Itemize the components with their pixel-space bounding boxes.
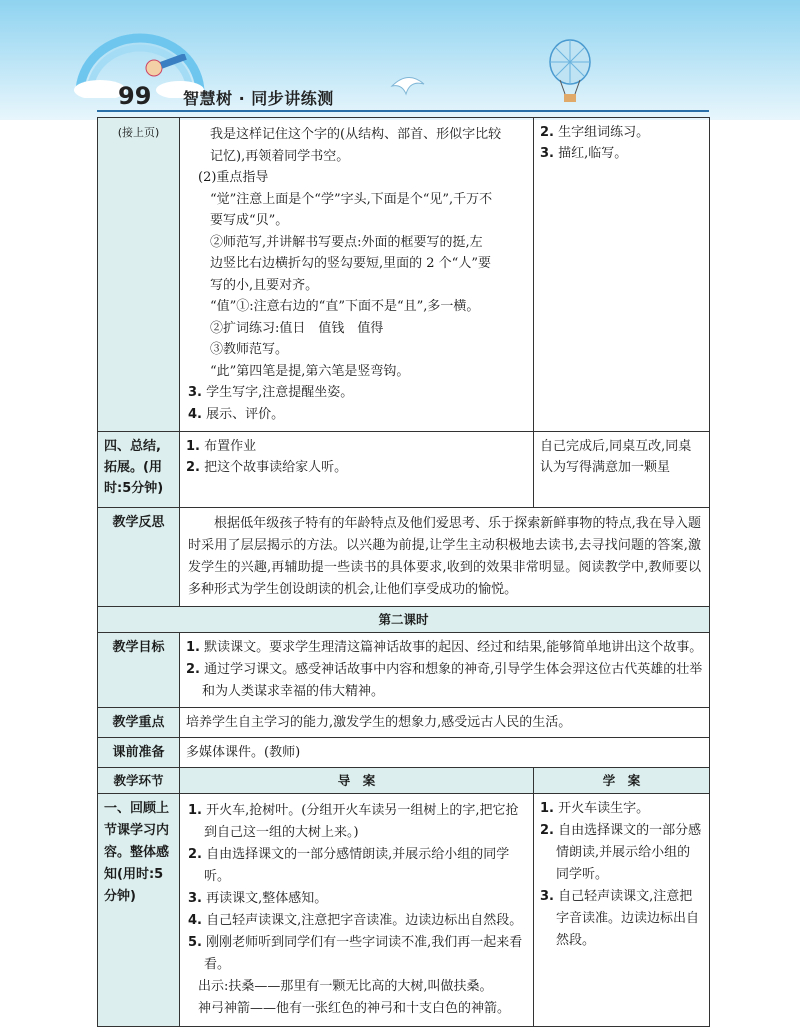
row-label: 一、回顾上节课学习内容。整体感知(用时:5分钟) bbox=[98, 794, 180, 1027]
item-text: 把这个故事读给家人听。 bbox=[204, 460, 348, 475]
review-row bbox=[98, 794, 710, 1027]
guide-item bbox=[188, 888, 525, 910]
item-number: 3. bbox=[188, 891, 202, 906]
row-label: 四、总结,拓展。(用时:5分钟) bbox=[98, 432, 180, 508]
lesson-plan-table bbox=[97, 117, 710, 1027]
study-item bbox=[540, 798, 703, 820]
item-number: 4. bbox=[188, 913, 202, 928]
item-text: 通过学习课文。感受神话故事中内容和想象的神奇,引导学生体会羿这位古代英雄的壮举和为人类谋求幸福的伟大精神。 bbox=[202, 662, 703, 699]
hot-air-balloon-icon bbox=[545, 38, 595, 104]
row-label: 课前准备 bbox=[98, 738, 180, 768]
section-band bbox=[98, 607, 710, 633]
study-item bbox=[540, 122, 703, 143]
goal-item bbox=[186, 637, 703, 659]
guide-cell bbox=[180, 432, 534, 508]
guide-item bbox=[188, 932, 525, 976]
guide-item bbox=[188, 382, 525, 404]
row-label: 教学目标 bbox=[98, 633, 180, 708]
kid-with-telescope-icon bbox=[140, 54, 200, 84]
guide-line: 写的小,且要对齐。 bbox=[210, 277, 319, 293]
guide-line: 要写成“贝”。 bbox=[210, 213, 289, 228]
guide-line: “此”第四笔是提,第六笔是竖弯钩。 bbox=[210, 363, 410, 379]
guide-item bbox=[188, 844, 525, 888]
prep-text: 多媒体课件。(教师) bbox=[180, 738, 710, 768]
guide-item bbox=[188, 800, 525, 844]
row-label: 教学反思 bbox=[98, 508, 180, 607]
reflection-text: 根据低年级孩子特有的年龄特点及他们爱思考、乐于探索新鲜事物的特点,我在导入题时采用了层层揭示的方法。以兴趣为前提,让学生主动积极地去读书,去寻找问题的答案,激发学生的兴趣,再辅助提一些读书的具体要求,收到的效果非常明显。阅读教学中,教师要以多种形式为学生创设朗读的机会,让他们享受成功的愉悦。 bbox=[180, 508, 710, 607]
study-item bbox=[540, 886, 703, 952]
guide-line: “值”①:注意右边的“直”下面不是“且”,多一横。 bbox=[210, 299, 480, 314]
item-text: 开火车读生字。 bbox=[558, 801, 650, 816]
guide-line: 记忆),再领着同学书空。 bbox=[210, 148, 350, 164]
study-cell bbox=[534, 118, 710, 432]
guide-line: 边竖比右边横折勾的竖勾要短,里面的 2 个“人”要 bbox=[210, 256, 491, 271]
item-text: 刚刚老师听到同学们有一些字词读不准,我们再一起来看看。 bbox=[204, 935, 523, 972]
reflection-row bbox=[98, 508, 710, 607]
goals-row bbox=[98, 633, 710, 708]
item-number: 2. bbox=[188, 847, 202, 862]
focus-row bbox=[98, 708, 710, 738]
item-text: 描红,临写。 bbox=[558, 146, 628, 161]
guide-line: ②师范写,并讲解书写要点:外面的框要写的挺,左 bbox=[210, 234, 483, 250]
focus-text: 培养学生自主学习的能力,激发学生的想象力,感受远古人民的生活。 bbox=[180, 708, 710, 738]
row-label: 教学重点 bbox=[98, 708, 180, 738]
column-header: 学 案 bbox=[534, 768, 710, 794]
item-number: 1. bbox=[540, 801, 554, 816]
guide-item bbox=[186, 436, 527, 457]
guide-line: 出示:扶桑——那里有一颗无比高的大树,叫做扶桑。 bbox=[198, 979, 493, 994]
item-text: 自由选择课文的一部分感情朗读,并展示给小组的同学听。 bbox=[556, 823, 702, 882]
guide-line: ③教师范写。 bbox=[210, 342, 289, 357]
column-header-row bbox=[98, 768, 710, 794]
item-number: 1. bbox=[186, 439, 200, 454]
study-cell bbox=[534, 794, 710, 1027]
item-text: 学生写字,注意提醒坐姿。 bbox=[206, 385, 354, 400]
item-text: 默读课文。要求学生理清这篇神话故事的起因、经过和结果,能够简单地讲出这个故事。 bbox=[204, 640, 703, 655]
prep-row bbox=[98, 738, 710, 768]
guide-item bbox=[188, 910, 525, 932]
study-cell: 自己完成后,同桌互改,同桌认为写得满意加一颗星 bbox=[534, 432, 710, 508]
study-item bbox=[540, 820, 703, 886]
guide-line: ②扩词练习:值日 值钱 值得 bbox=[210, 320, 384, 336]
guide-cell bbox=[180, 118, 534, 432]
item-number: 3. bbox=[540, 146, 554, 161]
bird-icon bbox=[388, 66, 428, 100]
item-text: 生字组词练习。 bbox=[558, 125, 650, 140]
item-text: 展示、评价。 bbox=[206, 406, 285, 422]
row-label: (接上页) bbox=[98, 118, 180, 432]
item-text: 开火车,抢树叶。(分组开火车读另一组树上的字,把它抢到自己这一组的大树上来。) bbox=[204, 803, 519, 840]
guide-line: 神弓神箭——他有一张红色的神弓和十支白色的神箭。 bbox=[198, 1001, 511, 1016]
item-text: 自己轻声读课文,注意把字音读准。边读边标出自然段。 bbox=[206, 913, 523, 928]
guide-line: 我是这样记住这个字的(从结构、部首、形似字比较 bbox=[210, 127, 502, 142]
item-number: 3. bbox=[188, 385, 202, 400]
item-text: 自己轻声读课文,注意把字音读准。边读边标出自然段。 bbox=[556, 889, 700, 948]
item-number: 3. bbox=[540, 889, 554, 904]
item-number: 2. bbox=[540, 823, 554, 838]
goals-cell bbox=[180, 633, 710, 708]
item-number: 1. bbox=[188, 803, 202, 818]
column-header: 教学环节 bbox=[98, 768, 180, 794]
item-number: 4. bbox=[188, 406, 202, 422]
summary-row bbox=[98, 432, 710, 508]
goal-item bbox=[186, 659, 703, 703]
item-number: 2. bbox=[540, 125, 554, 140]
item-text: 布置作业 bbox=[204, 439, 257, 454]
item-number: 2. bbox=[186, 662, 200, 677]
study-item bbox=[540, 143, 703, 164]
item-number: 1. bbox=[186, 640, 200, 655]
item-text: 再读课文,整体感知。 bbox=[206, 891, 328, 906]
item-number: 5. bbox=[188, 935, 202, 950]
section-title: 第二课时 bbox=[98, 607, 710, 633]
guide-item bbox=[188, 404, 525, 426]
column-header: 导 案 bbox=[180, 768, 534, 794]
series-title: 智慧树 · 同步讲练测 bbox=[183, 89, 334, 108]
continued-row bbox=[98, 118, 710, 432]
item-number: 2. bbox=[186, 460, 200, 475]
guide-item bbox=[186, 457, 527, 478]
item-text: 自由选择课文的一部分感情朗读,并展示给小组的同学听。 bbox=[204, 847, 510, 884]
guide-cell bbox=[180, 794, 534, 1027]
guide-line: “觉”注意上面是个“学”字头,下面是个“见”,千万不 bbox=[210, 191, 493, 207]
header-rule bbox=[97, 110, 709, 112]
page-number: 99 bbox=[118, 82, 152, 110]
guide-line: (2)重点指导 bbox=[198, 170, 269, 185]
